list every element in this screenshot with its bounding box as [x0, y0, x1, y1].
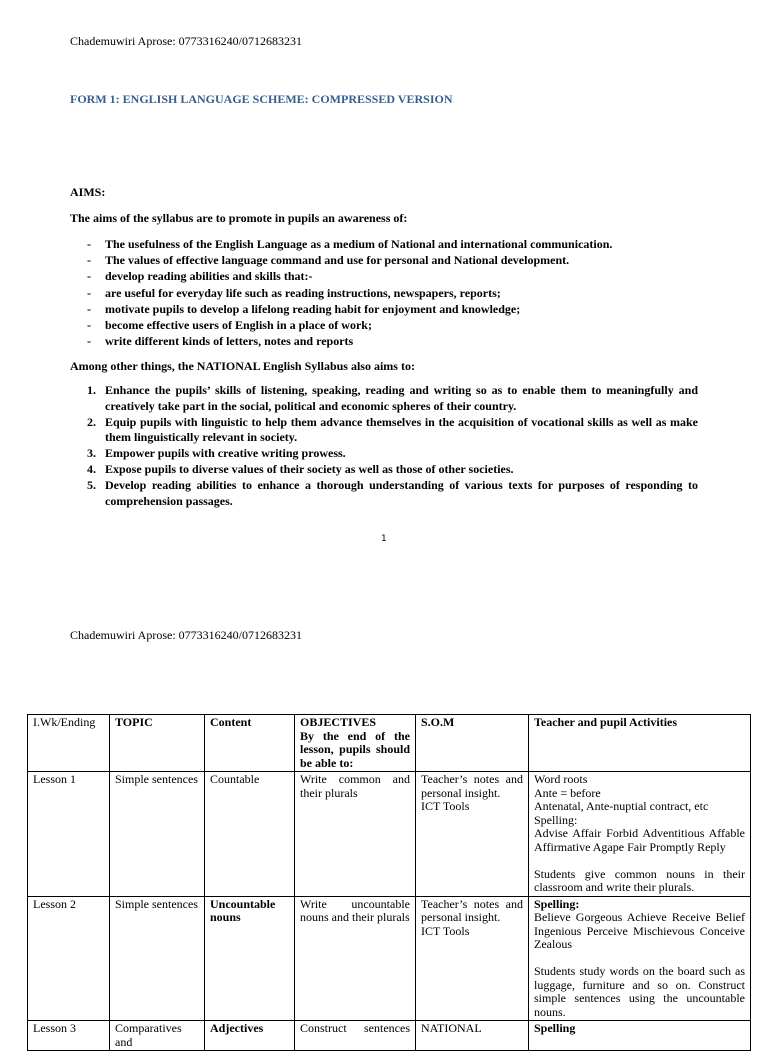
table-row: [28, 896, 751, 1021]
table-row: [28, 1021, 751, 1051]
activities-cell: [529, 1021, 751, 1051]
week-cell: Lesson 2: [28, 896, 110, 1021]
som-line: ICT Tools: [421, 799, 470, 813]
author-header: Chademuwiri Aprose: 0773316240/0712683231: [70, 34, 302, 48]
som-line: Teacher’s notes and personal insight.: [421, 896, 523, 924]
activity-paragraph: Students give common nouns in their classroom and write their plurals.: [534, 866, 745, 894]
activity-paragraph: Students study words on the board such as luggage, furniture and so on. Construct simple sentences using the uncountable nouns.: [534, 964, 745, 1019]
topic-cell: Comparatives and: [110, 1021, 205, 1051]
objective-cell: Write uncountable nouns and their plurals: [295, 896, 416, 1021]
table-header-row: [28, 715, 751, 772]
list-item: - The usefulness of the English Language as a medium of National and international communication.: [87, 237, 613, 251]
content-cell: Adjectives: [205, 1021, 295, 1051]
table-row: [28, 772, 751, 897]
header-objectives-label: OBJECTIVES: [300, 715, 377, 729]
content-cell: Uncountable nouns: [205, 896, 295, 1021]
syllabus-intro: Among other things, the NATIONAL English Syllabus also aims to:: [70, 359, 415, 373]
som-cell: [416, 1021, 529, 1051]
activities-cell: [529, 772, 751, 897]
list-item: 2. Equip pupils with linguistic to help them advance themselves in the acquisition of vocational skills as well as make them linguistically relevant in society.: [87, 414, 698, 445]
header-objectives: [295, 715, 416, 772]
som-line: Teacher’s notes and personal insight.: [421, 772, 523, 800]
header-activities: Teacher and pupil Activities: [529, 715, 751, 772]
list-item: 4. Expose pupils to diverse values of their society as well as those of other societies.: [87, 461, 514, 476]
activities-cell: [529, 896, 751, 1021]
som-line: NATIONAL: [421, 1021, 482, 1035]
activity-line: Spelling:: [534, 812, 578, 827]
list-item: 3. Empower pupils with creative writing prowess.: [87, 446, 346, 461]
list-item: - The values of effective language command and use for personal and National development.: [87, 253, 570, 268]
header-topic: TOPIC: [110, 715, 205, 772]
header-week: I.Wk/Ending: [28, 715, 110, 772]
som-line: ICT Tools: [421, 923, 470, 938]
document-title: FORM 1: ENGLISH LANGUAGE SCHEME: COMPRESSED VERSION: [70, 92, 453, 106]
som-cell: [416, 896, 529, 1021]
activity-line: Ante = before: [534, 785, 601, 800]
scheme-table: [27, 714, 751, 1051]
header-objectives-sub: By the end of the lesson, pupils should be able to:: [300, 728, 410, 770]
aims-intro: The aims of the syllabus are to promote in pupils an awareness of:: [70, 211, 408, 225]
som-cell: [416, 772, 529, 897]
author-header-page-2: Chademuwiri Aprose: 0773316240/0712683231: [70, 628, 302, 642]
objective-cell: Construct sentences: [295, 1021, 416, 1051]
list-item: - develop reading abilities and skills that:-: [87, 269, 313, 284]
week-cell: Lesson 1: [28, 772, 110, 897]
activity-line: Advise Affair Forbid Adventitious Affable Affirmative Agape Fair Promptly Reply: [534, 826, 745, 854]
topic-cell: Simple sentences: [110, 896, 205, 1021]
list-item: 1. Enhance the pupils’ skills of listening, speaking, reading and writing so as to enable them to meaningfully and creatively take part in the social, political and economic spheres of their country.: [87, 383, 698, 413]
activity-line: Word roots: [534, 772, 588, 786]
list-item: - write different kinds of letters, notes and reports: [87, 334, 354, 349]
header-som: S.O.M: [416, 715, 529, 772]
objective-cell: Write common and their plurals: [295, 772, 416, 897]
syllabus-aims-list: [87, 383, 698, 509]
content-cell: Countable: [205, 772, 295, 897]
list-item: - motivate pupils to develop a lifelong reading habit for enjoyment and knowledge;: [87, 301, 521, 316]
aims-heading: AIMS:: [70, 185, 106, 199]
list-item: - are useful for everyday life such as reading instructions, newspapers, reports;: [87, 285, 501, 300]
page-number: 1: [381, 534, 387, 544]
activity-heading: Spelling:: [534, 896, 580, 911]
list-item: - become effective users of English in a place of work;: [87, 318, 372, 333]
activity-line: Antenatal, Ante-nuptial contract, etc: [534, 799, 709, 813]
aims-list: [87, 236, 727, 349]
activity-heading: Spelling: [534, 1021, 576, 1035]
list-item: 5. Develop reading abilities to enhance a thorough understanding of various texts for purposes of responding to comprehension passages.: [87, 477, 698, 508]
activity-line: Believe Gorgeous Achieve Receive Belief Ingenious Perceive Mischievous Conceive Zealous: [534, 910, 745, 951]
week-cell: Lesson 3: [28, 1021, 110, 1051]
header-content: Content: [205, 715, 295, 772]
topic-cell: Simple sentences: [110, 772, 205, 897]
